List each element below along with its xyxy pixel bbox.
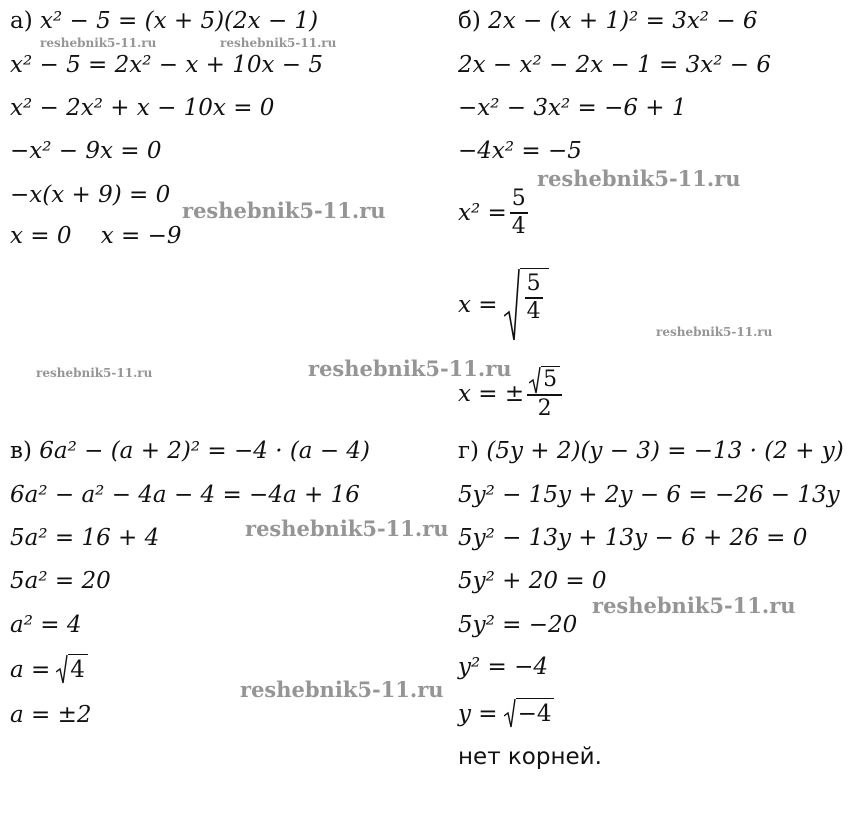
problem-g-step-1: 5y² − 15y + 2y − 6 = −26 − 13y — [458, 482, 840, 508]
watermark: reshebnik5-11.ru — [36, 366, 153, 380]
radical-sign-icon — [529, 366, 541, 394]
watermark: reshebnik5-11.ru — [537, 166, 741, 191]
problem-v-step-2: 5a² = 16 + 4 — [10, 525, 160, 551]
radical-sign-icon — [56, 654, 68, 684]
problem-b-fraction-step — [458, 186, 531, 240]
watermark: reshebnik5-11.ru — [656, 325, 773, 339]
fraction-numerator: 5 — [511, 186, 526, 211]
problem-b-step-2: −x² − 3x² = −6 + 1 — [458, 95, 687, 121]
problem-g-step-3: 5y² + 20 = 0 — [458, 568, 607, 594]
problem-a-statement-line — [10, 6, 318, 36]
problem-v-statement-line — [10, 436, 370, 466]
problem-g-step-5: y² = −4 — [458, 654, 549, 680]
watermark: reshebnik5-11.ru — [220, 36, 337, 50]
watermark: reshebnik5-11.ru — [308, 356, 512, 381]
radical-sign-icon — [504, 698, 516, 728]
problem-g-statement: (5y + 2)(y − 3) = −13 · (2 + y) — [486, 438, 844, 464]
fraction-denominator: 4 — [511, 213, 526, 239]
problem-g-label: г) — [458, 438, 480, 464]
problem-v-final: a = ±2 — [10, 702, 92, 728]
problem-v-label: в) — [10, 438, 32, 464]
sqrt-step-lhs: x = — [458, 292, 498, 318]
sqrt-step-lhs: y = — [458, 700, 498, 727]
fraction — [510, 186, 528, 240]
fraction-step-lhs: x² = — [458, 199, 507, 226]
watermark: reshebnik5-11.ru — [245, 516, 449, 541]
final-fraction — [527, 366, 562, 422]
problem-a-step-3: −x² − 9x = 0 — [10, 138, 162, 164]
watermark: reshebnik5-11.ru — [182, 198, 386, 223]
square-root — [504, 698, 555, 729]
problem-b-step-3: −4x² = −5 — [458, 138, 582, 164]
problem-v-statement: 6a² − (a + 2)² = −4 · (a − 4) — [39, 438, 371, 464]
problem-a-step-2: x² − 2x² + x − 10x = 0 — [10, 95, 275, 121]
problem-b — [458, 6, 858, 426]
radicand-denominator: 4 — [526, 298, 541, 324]
problem-v-sqrt-step — [10, 654, 88, 685]
final-step-lhs: x = ± — [458, 380, 525, 407]
problem-v-step-1: 6a² − a² − 4a − 4 = −4a + 16 — [10, 482, 360, 508]
problem-g-step-4: 5y² = −20 — [458, 612, 578, 638]
radicand-fraction — [525, 271, 543, 325]
radical-sign-icon — [504, 268, 520, 342]
watermark: reshebnik5-11.ru — [40, 36, 157, 50]
problem-a-step-5: x = 0 x = −9 — [10, 223, 182, 249]
watermark: reshebnik5-11.ru — [240, 677, 444, 702]
numerator-square-root — [529, 366, 560, 394]
problem-v-step-3: 5a² = 20 — [10, 568, 111, 594]
problem-b-statement: 2x − (x + 1)² = 3x² − 6 — [488, 8, 758, 34]
square-root — [504, 268, 549, 342]
radicand: −4 — [516, 698, 555, 729]
problem-g-conclusion: нет корней. — [458, 744, 602, 770]
numerator-radicand: 5 — [541, 366, 560, 394]
problem-g-sqrt-step — [458, 698, 554, 729]
watermark: reshebnik5-11.ru — [592, 593, 796, 618]
final-denominator: 2 — [537, 395, 552, 421]
radicand — [520, 268, 549, 342]
problem-a-statement: x² − 5 = (x + 5)(2x − 1) — [40, 8, 319, 34]
problem-b-label: б) — [458, 8, 481, 34]
problem-b-sqrt-step — [458, 268, 549, 342]
final-numerator — [527, 366, 562, 394]
problem-a-step-1: x² − 5 = 2x² − x + 10x − 5 — [10, 52, 323, 78]
problem-b-statement-line — [458, 6, 758, 36]
problem-a-step-4: −x(x + 9) = 0 — [10, 182, 171, 208]
problem-a-label: а) — [10, 8, 33, 34]
radicand-numerator: 5 — [526, 271, 541, 296]
problem-g-step-2: 5y² − 13y + 13y − 6 + 26 = 0 — [458, 525, 808, 551]
problem-v-step-4: a² = 4 — [10, 612, 82, 638]
problem-b-step-1: 2x − x² − 2x − 1 = 3x² − 6 — [458, 52, 771, 78]
square-root — [56, 654, 88, 685]
radicand: 4 — [68, 654, 88, 685]
problem-g-statement-line — [458, 436, 844, 466]
sqrt-step-lhs: a = — [10, 656, 51, 683]
